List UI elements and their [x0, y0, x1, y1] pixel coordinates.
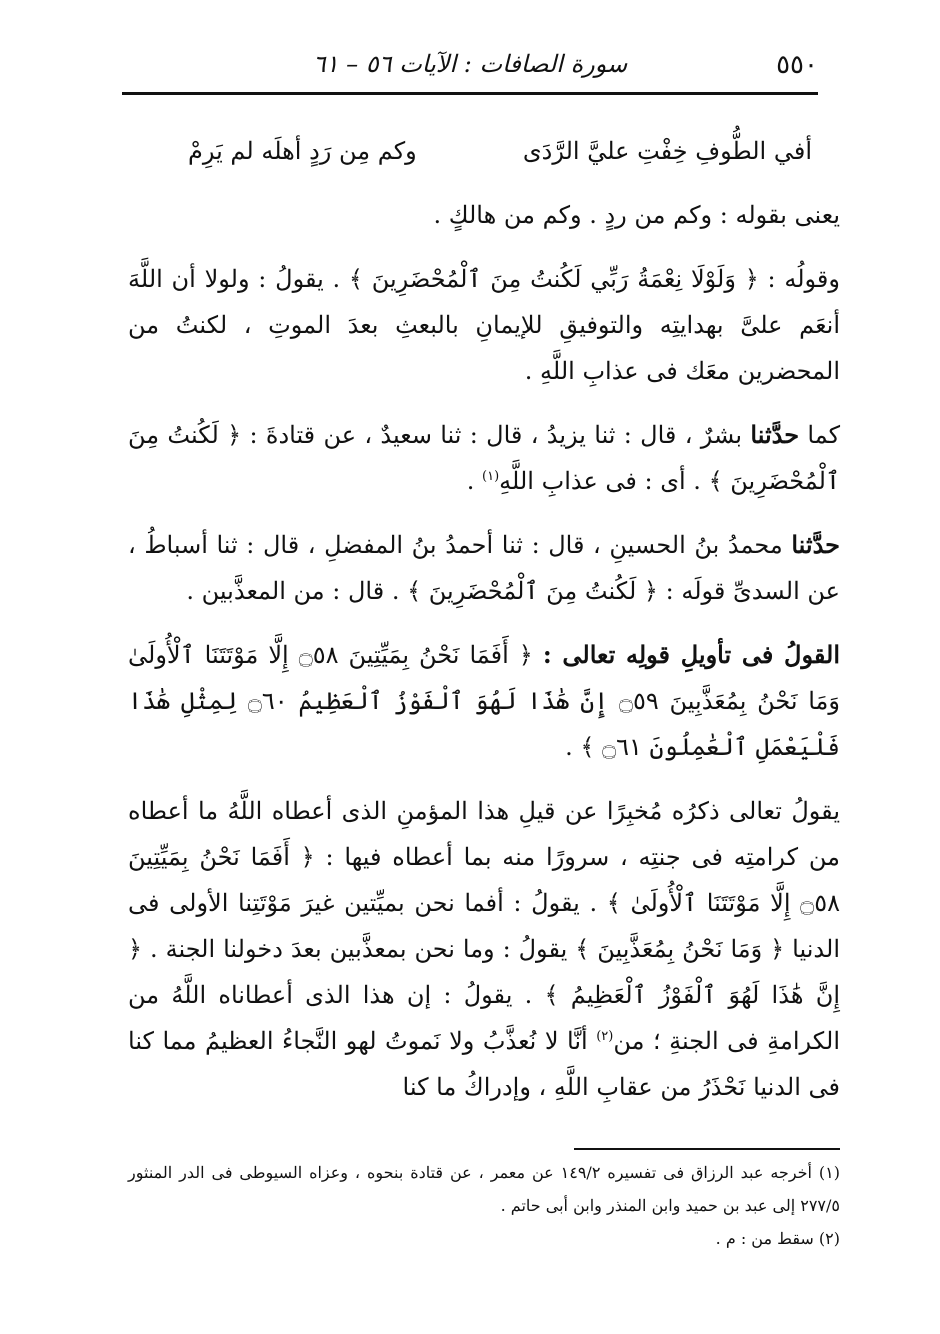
- footnote-2: (٢) سقط من : م .: [715, 1229, 840, 1248]
- p4-haddathana: حدَّثنا: [791, 530, 840, 559]
- page-header: [122, 48, 818, 95]
- page-number: ٥٥٠: [776, 50, 818, 80]
- footnote-separator: [574, 1148, 840, 1150]
- poetry-verse: [128, 128, 840, 174]
- footnotes: [128, 1156, 840, 1255]
- p4-text: محمدُ بنُ الحسينِ ، قال : ثنا أحمدُ بنُ المفضلِ ، قال : ثنا أسباطُ ، عن السدىِّ قولَه : ﴿ لَكُنتُ مِنَ ٱلْمُحْضَرِينَ ﴾ . قال : من المعذَّبين .: [128, 531, 840, 605]
- paragraph-5: [128, 632, 840, 770]
- footnote-ref-2[interactable]: (٢): [596, 1029, 614, 1044]
- paragraph-2: وقولُه : ﴿ وَلَوْلَا نِعْمَةُ رَبِّي لَكُنتُ مِنَ ٱلْمُحْضَرِينَ ﴾ . يقولُ : ولولا أن اللَّهَ أنعَم علىَّ بهدايتِه والتوفيقِ للإيمانِ بالبعثِ بعدَ الموتِ ، لكنتُ من المحضرين معَك فى عذابِ اللَّهِ .: [128, 265, 840, 385]
- p3-end: .: [466, 467, 483, 495]
- p6-text: يقولُ تعالى ذكرُه مُخبِرًا عن قيلِ هذا المؤمنِ الذى أعطاه اللَّهُ ما أعطاه من كرامتِه فى جنتِه ، سرورًا منه بما أعطاه فيها : ﴿ أَفَمَا نَحْنُ بِمَيِّتِينَ ۝٥٨ إِلَّا مَوْتَتَنَا ٱلْأُولَىٰ ﴾ . يقولُ : أفما نحن بميِّتين غيرَ مَوْتَتِنا الأولى فى الدنيا ﴿ وَمَا نَحْنُ بِمُعَذَّبِينَ ﴾ يقولُ : وما نحن بمعذَّبين بعدَ دخولنا الجنة . ﴿ إِنَّ هَٰذَا لَهُوَ ٱلْفَوْزُ ٱلْعَظِيمُ ﴾ . يقولُ : إن هذا الذى أعطاناه اللَّهُ من الكرامةِ فى الجنةِ ؛ من: [128, 797, 841, 1055]
- paragraph-3: [128, 412, 840, 504]
- running-title: سورة الصافات : الآيات ٥٦ – ٦١: [312, 50, 628, 78]
- main-text: [128, 128, 840, 1128]
- footnote-1: (١) أخرجه عبد الرزاق فى تفسيره ١٤٩/٢ عن معمر ، عن قتادة بنحوه ، وعزاه السيوطى فى الدر المنثور ٢٧٧/٥ إلى عبد بن حميد وابن المنذر وابن أبى حاتم .: [128, 1163, 840, 1215]
- verse-first-hemistich: أفي الطُّوفِ خِفْتِ عليَّ الرَّدَى: [522, 137, 812, 165]
- p3-haddathana: حدَّثنا: [750, 420, 800, 449]
- paragraph-1: يعنى بقوله : وكم من ردٍ . وكم من هالكٍ .: [433, 201, 840, 229]
- verse-second-hemistich: وكم مِن رَدٍ أهلَه لم يَرِمْ: [188, 137, 417, 165]
- quran-verses: ﴿ أَفَمَا نَحْنُ بِمَيِّتِينَ ۝٥٨ إِلَّا مَوْتَتَنَا ٱلْأُولَىٰ وَمَا نَحْنُ بِمُعَذَّبِينَ ۝٥٩ إِنَّ هَٰذَا لَهُوَ ٱلْفَوْزُ ٱلْعَظِيمُ ۝٦٠ لِمِثْلِ هَٰذَا فَلْيَعْمَلِ ٱلْعَٰمِلُونَ ۝٦١ ﴾ .: [128, 641, 840, 761]
- section-heading: القولُ فى تأويلِ قولِه تعالى :: [542, 640, 841, 669]
- paragraph-4: [128, 522, 840, 614]
- footnote-ref-1[interactable]: (١): [482, 469, 500, 484]
- p3-text: بشرٌ ، قال : ثنا يزيدُ ، قال : ثنا سعيدٌ ، عن قتادةَ : ﴿ لَكُنتُ مِنَ ٱلْمُحْضَرِينَ ﴾ . أى : فى عذابِ اللَّهِ: [128, 421, 840, 495]
- p6-rest: أنَّا لا نُعذَّبُ ولا نَموتُ لهو النَّجاءُ العظيمُ مما كنا فى الدنيا نَحْذَرُ من عقابِ اللَّهِ ، وإدراكُ ما كنا: [128, 1027, 840, 1101]
- paragraph-6: [128, 788, 840, 1110]
- p3-lead: كما: [799, 421, 840, 449]
